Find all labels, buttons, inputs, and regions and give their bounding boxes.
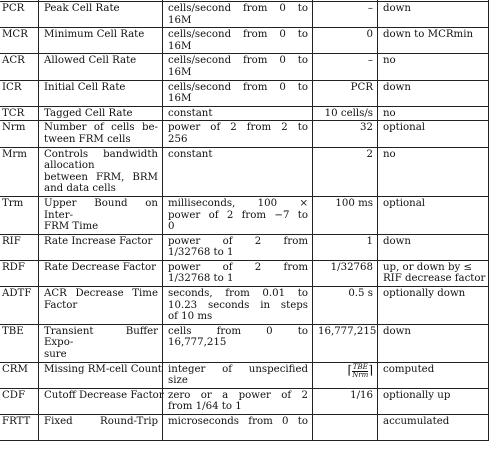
cell-neg: down — [378, 234, 489, 260]
cell-line: constant — [168, 148, 213, 160]
cell-default: PCR — [313, 80, 378, 106]
cell-neg: optional — [378, 121, 489, 147]
table-row — [0, 324, 489, 362]
cell-line: and data cells — [44, 183, 116, 195]
table-row — [0, 80, 489, 106]
cell-line: 256 — [168, 133, 188, 145]
cell-neg: optionally down — [378, 287, 489, 325]
cell-line: cells/second from 0 to — [168, 81, 308, 93]
table-row — [0, 260, 489, 286]
cell-range — [163, 324, 313, 362]
cell-name — [39, 121, 163, 147]
cell-range — [163, 415, 313, 441]
cell-line: zero or a power of 2 — [168, 389, 308, 401]
cell-abbr: TCR — [0, 106, 39, 121]
cell-line: of 10 ms — [168, 311, 213, 323]
cell-line: 16M — [168, 40, 192, 52]
table-row — [0, 28, 489, 54]
cell-line: 10.23 seconds in steps — [168, 299, 308, 311]
cell-range — [163, 147, 313, 196]
cell-abbr: PCR — [0, 2, 39, 28]
cell-abbr: Trm — [0, 196, 39, 234]
cell-name: Peak Cell Rate — [39, 2, 163, 28]
cell-abbr: CDF — [0, 388, 39, 414]
cell-abbr: ADTF — [0, 287, 39, 325]
cell-name: Rate Increase Factor — [39, 234, 163, 260]
cell-abbr: TBE — [0, 324, 39, 362]
cell-line: from 1/64 to 1 — [168, 401, 242, 413]
cell-line: Controls bandwidth — [44, 148, 158, 160]
table-row — [0, 121, 489, 147]
fraction-numerator: TBE — [352, 362, 368, 371]
cell-neg: accumulated — [378, 415, 489, 441]
cell-default — [313, 362, 378, 388]
cell-line: Fixed Round-Trip — [44, 416, 158, 427]
cell-neg: no — [378, 106, 489, 121]
cell-neg: no — [378, 147, 489, 196]
table-row — [0, 388, 489, 414]
cell-abbr: FRTT — [0, 415, 39, 441]
cell-range — [163, 106, 313, 121]
cell-neg: down to MCRmin — [378, 28, 489, 54]
cell-line: up, or down by ≤ — [383, 261, 473, 273]
table-row — [0, 287, 489, 325]
cell-name: Allowed Cell Rate — [39, 54, 163, 80]
cell-neg: down — [378, 2, 489, 28]
cell-default: 16,777,215 — [313, 324, 378, 362]
cell-line: Number of cells be- — [44, 122, 158, 134]
cell-line: sure — [44, 349, 67, 361]
cell-line: power of 2 from — [168, 235, 308, 247]
cell-range — [163, 2, 313, 28]
cell-line: power of 2 from — [168, 261, 308, 273]
cell-name — [39, 287, 163, 325]
cell-default: 100 ms — [313, 196, 378, 234]
cell-abbr: Nrm — [0, 121, 39, 147]
cell-abbr: CRM — [0, 362, 39, 388]
cell-abbr: MCR — [0, 28, 39, 54]
cell-name: Missing RM-cell Count — [39, 362, 163, 388]
cell-default: 0.5 s — [313, 287, 378, 325]
cell-line: 16M — [168, 14, 192, 26]
cell-line: constant — [168, 107, 213, 119]
cell-line: 0 — [168, 221, 175, 233]
cell-range — [163, 28, 313, 54]
cell-range — [163, 362, 313, 388]
cell-name: Initial Cell Rate — [39, 80, 163, 106]
cell-line: power of 2 from 2 to — [168, 122, 308, 134]
cell-range — [163, 121, 313, 147]
cell-default: 32 — [313, 121, 378, 147]
cell-line — [44, 428, 158, 440]
cell-neg — [378, 260, 489, 286]
cell-neg: optionally up — [378, 388, 489, 414]
cell-neg: down — [378, 324, 489, 362]
cell-line: 16M — [168, 66, 192, 78]
cell-name — [39, 324, 163, 362]
cell-line: 16,777,215 — [168, 337, 227, 349]
cell-default: 1/32768 — [313, 260, 378, 286]
cell-line: RIF decrease factor — [383, 273, 486, 285]
cell-default: 1/16 — [313, 388, 378, 414]
cell-line: cells from 0 to — [168, 325, 308, 337]
cell-line: cells/second from 0 to — [168, 3, 308, 14]
cell-abbr: ICR — [0, 80, 39, 106]
cell-line: integer of unspecified — [168, 363, 308, 375]
table-row — [0, 196, 489, 234]
table-row — [0, 106, 489, 121]
cell-default: – — [313, 2, 378, 28]
cell-line: 16M — [168, 93, 192, 105]
table-row — [0, 2, 489, 28]
cell-line: 1/32768 to 1 — [168, 247, 234, 259]
cell-line: size — [168, 375, 188, 387]
cell-default: – — [313, 54, 378, 80]
cell-range — [163, 54, 313, 80]
cell-line: cells/second from 0 to — [168, 55, 308, 67]
cell-abbr: RDF — [0, 260, 39, 286]
cell-line: ACR Decrease Time — [44, 288, 158, 300]
cell-abbr: RIF — [0, 234, 39, 260]
ceiling-fraction: ⌈ $\frac{\text{TBE}}{\text{Nrm}}$ ⌉ — [347, 362, 373, 379]
cell-line: Transient Buffer Expo- — [44, 325, 158, 349]
cell-range — [163, 260, 313, 286]
cell-name: Cutoff Decrease Factor — [39, 388, 163, 414]
cell-abbr: Mrm — [0, 147, 39, 196]
cell-name: Tagged Cell Rate — [39, 106, 163, 121]
cell-line: seconds, from 0.01 to — [168, 288, 308, 300]
cell-line: cells/second from 0 to — [168, 29, 308, 41]
cell-line: Factor — [44, 299, 78, 311]
table-row — [0, 147, 489, 196]
cell-line: milliseconds, 100 × — [168, 197, 308, 209]
cell-line: 1/32768 to 1 — [168, 273, 234, 285]
cell-line: allocation — [44, 160, 95, 172]
cell-default: 10 cells/s — [313, 106, 378, 121]
cell-name — [39, 196, 163, 234]
cell-line: FRM Time — [44, 221, 99, 233]
cell-default — [313, 415, 378, 441]
cell-range — [163, 80, 313, 106]
cell-neg: computed — [378, 362, 489, 388]
cell-name — [39, 415, 163, 441]
cell-default: 0 — [313, 28, 378, 54]
cell-line: microseconds from 0 to — [168, 416, 308, 427]
cell-default: 2 — [313, 147, 378, 196]
cell-range — [163, 196, 313, 234]
cell-abbr: ACR — [0, 54, 39, 80]
cell-range — [163, 388, 313, 414]
cell-line: between FRM, BRM — [44, 171, 158, 183]
table-row — [0, 234, 489, 260]
cell-line: tween FRM cells — [44, 133, 131, 145]
fraction-denominator: Nrm — [352, 370, 369, 379]
cell-neg: no — [378, 54, 489, 80]
cell-name: Rate Decrease Factor — [39, 260, 163, 286]
table-row — [0, 54, 489, 80]
table-row — [0, 362, 489, 388]
cell-neg: optional — [378, 196, 489, 234]
cell-range — [163, 287, 313, 325]
cell-line: Upper Bound on Inter- — [44, 197, 158, 221]
cell-range — [163, 234, 313, 260]
cell-name: Minimum Cell Rate — [39, 28, 163, 54]
table-row — [0, 415, 489, 441]
cell-name — [39, 147, 163, 196]
cell-line: power of 2 from −7 to — [168, 209, 308, 221]
cell-default: 1 — [313, 234, 378, 260]
cell-neg: down — [378, 80, 489, 106]
cell-line — [168, 428, 308, 440]
